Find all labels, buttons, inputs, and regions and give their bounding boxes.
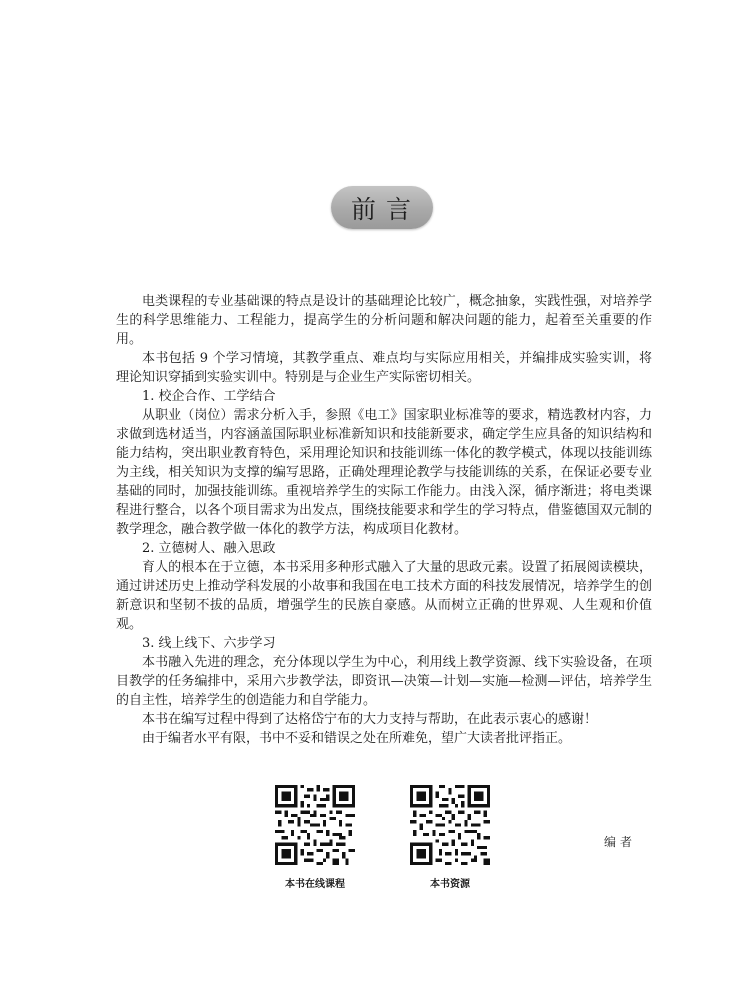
- section-heading-1: 1. 校企合作、工学结合: [142, 389, 276, 404]
- preface-body: [116, 292, 652, 748]
- paragraph-section-2: 育人的根本在于立德，本书采用多种形式融入了大量的思政元素。设置了拓展阅读模块，通过讲述历史上推动学科发展的小故事和我国在电工技术方面的科技发展情况，培养学生的创新意识和坚韧不拔的品质，增强学生的民族自豪感。从而树立正确的世界观、人生观和价值观。: [116, 560, 652, 632]
- qr-book-resources[interactable]: [410, 785, 490, 890]
- qr-online-course[interactable]: [275, 785, 355, 890]
- page-title: 前言: [350, 194, 421, 224]
- qr-caption-book-resources: 本书资源: [430, 879, 470, 890]
- paragraph-intro: 电类课程的专业基础课的特点是设计的基础理论比较广，概念抽象，实践性强，对培养学生的科学思维能力、工程能力，提高学生的分析问题和解决问题的能力，起着至关重要的作用。: [116, 294, 652, 347]
- qr-code-icon[interactable]: [275, 785, 355, 865]
- title-badge: [331, 186, 433, 229]
- paragraph-section-3: 本书融入先进的理念，充分体现以学生为中心，利用线上教学资源、线下实验设备，在项目教学的任务编排中，采用六步教学法，即资讯—决策—计划—实施—检测—评估，培养学生的自主性，培养学生的创造能力和自学能力。: [116, 655, 652, 708]
- qr-code-icon[interactable]: [410, 785, 490, 865]
- editor-signature: 编者: [604, 835, 637, 849]
- paragraph-closing: 由于编者水平有限，书中不妥和错误之处在所难免，望广大读者批评指正。: [142, 731, 572, 746]
- qr-caption-online-course: 本书在线课程: [285, 879, 345, 890]
- section-heading-3: 3. 线上线下、六步学习: [142, 636, 276, 651]
- paragraph-thanks: 本书在编写过程中得到了达格岱宁布的大力支持与帮助，在此表示衷心的感谢！: [142, 712, 598, 727]
- section-heading-2: 2. 立德树人、融入思政: [142, 541, 276, 556]
- paragraph-section-1: 从职业（岗位）需求分析入手，参照《电工》国家职业标准等的要求，精选教材内容，力求做到选材适当，内容涵盖国际职业标准新知识和技能新要求，确定学生应具备的知识结构和能力结构，突出职业教育特色，采用理论知识和技能训练一体化的教学模式，体现以技能训练为主线，相关知识为支撑的编写思路，正确处理理论教学与技能训练的关系，在保证必要专业基础的同时，加强技能训练。重视培养学生的实际工作能力。由浅入深，循序渐进；将电类课程进行整合，以各个项目需求为出发点，围绕技能要求和学生的学习特点，借鉴德国双元制的教学理念，融合教学做一体化的教学方法，构成项目化教材。: [116, 408, 652, 537]
- paragraph-contents: 本书包括 9 个学习情境，其教学重点、难点均与实际应用相关，并编排成实验实训，将理论知识穿插到实验实训中。特别是与企业生产实际密切相关。: [116, 351, 652, 385]
